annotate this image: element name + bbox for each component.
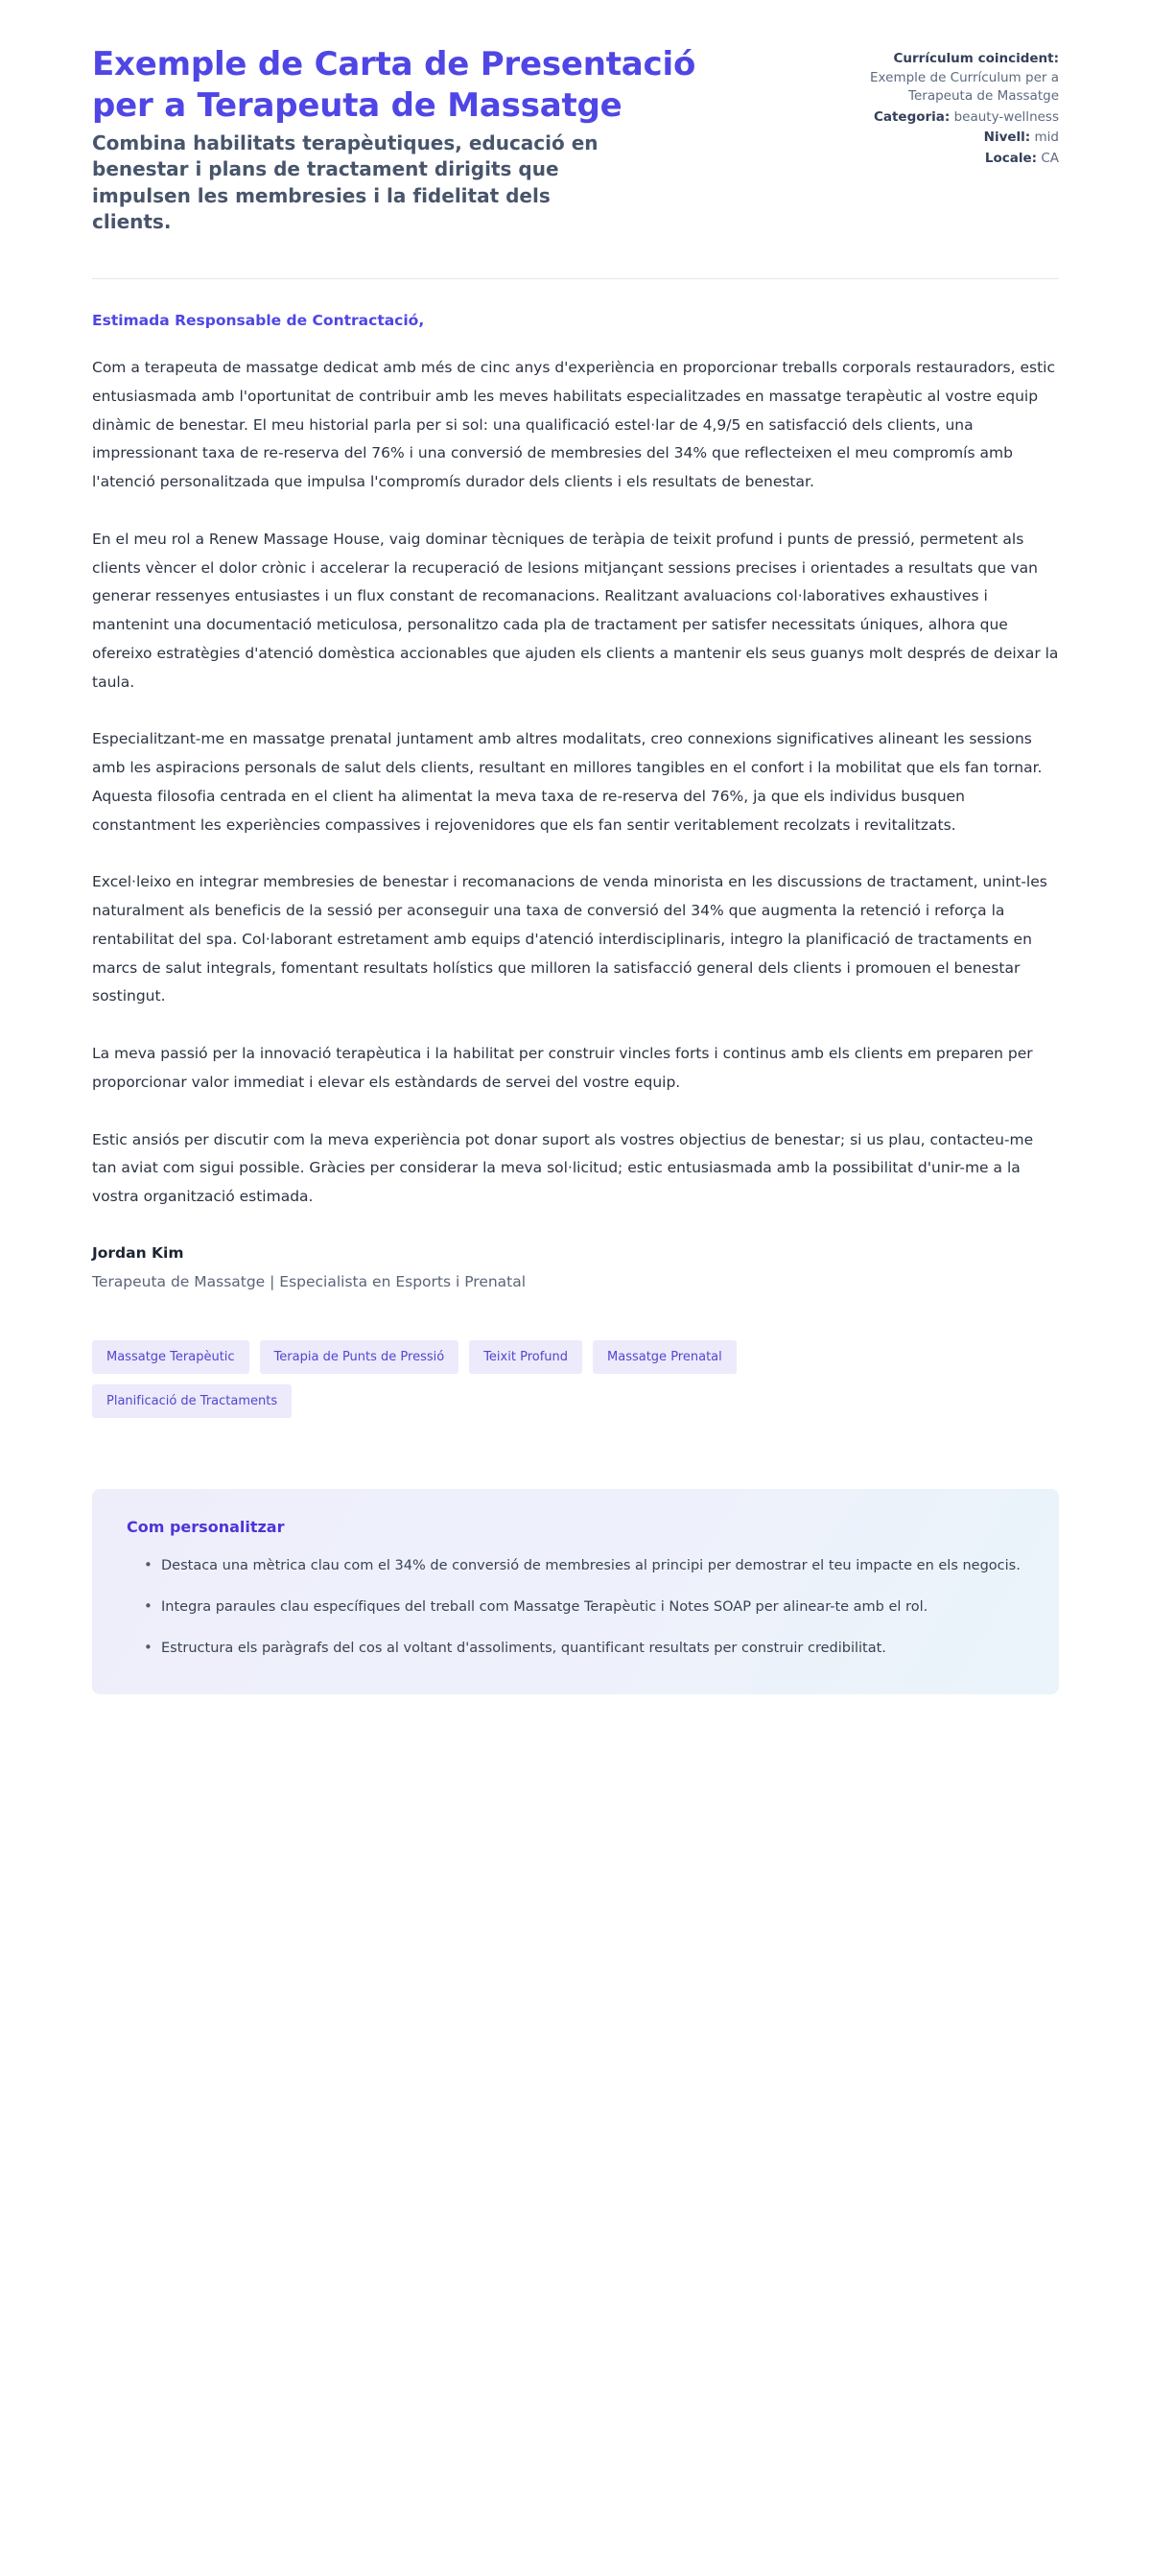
how-to-customize-callout xyxy=(92,1489,1059,1694)
letter-paragraph: Com a terapeuta de massatge dedicat amb més de cinc anys d'experiència en proporcionar treballs corporals restauradors, estic entusiasmada amb l'oportunitat de contribuir amb les meves habilitats especialitzades en massatge terapèutic al vostre equip dinàmic de benestar. El meu historial parla per si sol: una qualificació estel·lar de 4,9/5 en satisfacció dels clients, una impressionant taxa de re-reserva del 76% i una conversió de membresies del 34% que reflecteixen el meu compromís amb l'atenció personalitzada que impulsa l'compromís durador dels clients i els resultats de benestar. xyxy=(92,359,1055,491)
callout-tip-list xyxy=(127,1553,1024,1662)
tag-list xyxy=(92,1340,879,1418)
level-value: mid xyxy=(1034,130,1059,146)
letter-paragraph: Estic ansiós per discutir com la meva experiència pot donar suport als vostres objectius de benestar; si us plau, contacteu-me tan aviat com sigui possible. Gràcies per considerar la meva sol·licitud; estic entusiasmada amb la possibilitat d'unir-me a la vostra organització estimada. xyxy=(92,1130,1034,1206)
callout-tip-item: • Integra paraules clau específiques del treball com Massatge Terapèutic i Notes SOAP per alinear-te amb el rol. xyxy=(148,1595,1024,1620)
letter-salutation: Estimada Responsable de Contractació, xyxy=(92,312,425,330)
locale-value: CA xyxy=(1041,150,1059,166)
header-title-block xyxy=(92,44,763,236)
callout-title: Com personalitzar xyxy=(127,1517,285,1536)
document-header xyxy=(92,0,1059,236)
category-value: beauty-wellness xyxy=(953,108,1059,125)
letter-paragraph: La meva passió per la innovació terapèutica i la habilitat per construir vincles forts i continus amb els clients em preparen per proporcionar valor immediat i elevar els estàndards de servei del vostre equip. xyxy=(92,1045,1033,1091)
tag-chip[interactable]: Massatge Prenatal xyxy=(593,1340,737,1374)
metadata-level xyxy=(829,129,1059,148)
page-title: Exemple de Carta de Presentació per a Terapeuta de Massatge xyxy=(92,45,696,125)
tag-chip[interactable]: Planificació de Tractaments xyxy=(92,1384,292,1418)
metadata-category xyxy=(829,108,1059,128)
category-label: Categoria: xyxy=(873,108,951,125)
signature-block xyxy=(92,1244,1059,1290)
metadata-matching-resume xyxy=(829,50,1059,106)
matching-resume-label: Currículum coincident: xyxy=(893,51,1059,66)
letter-paragraph: Especialitzant-me en massatge prenatal juntament amb altres modalitats, creo connexions significatives alineant les sessions amb les aspiracions personals de salut dels clients, resultant en millores tangibles en el confort i la mobilitat que els fan tornar. Aquesta filosofia centrada en el client ha alimentat la meva taxa de re-reserva del 76%, ja que els individus busquen constantment les experiències compassives i rejovenidores que els fan sentir veritablement recolzats i revitalitzats. xyxy=(92,730,1043,834)
metadata-panel xyxy=(829,44,1059,170)
tag-chip[interactable]: Teixit Profund xyxy=(469,1340,582,1374)
signature-name: Jordan Kim xyxy=(92,1243,184,1262)
metadata-locale xyxy=(829,150,1059,169)
tag-chip[interactable]: Massatge Terapèutic xyxy=(92,1340,249,1374)
callout-tip-item: • Estructura els paràgrafs del cos al voltant d'assoliments, quantificant resultats per construir credibilitat. xyxy=(148,1636,1024,1662)
signature-role: Terapeuta de Massatge | Especialista en Esports i Prenatal xyxy=(92,1272,527,1290)
locale-label: Locale: xyxy=(984,150,1038,166)
letter-paragraph: Excel·leixo en integrar membresies de benestar i recomanacions de venda minorista en les discussions de tractament, unint-les naturalment als beneficis de la sessió per aconseguir una taxa de conversió del 34% que augmenta la retenció i reforça la rentabilitat del spa. Col·laborant estretament amb equips d'atenció interdisciplinaris, integro la planificació de tractaments en marcs de salut integrals, fomentant resultats holístics que milloren la satisfacció general dels clients i promouen el benestar sostingut. xyxy=(92,873,1047,1005)
level-label: Nivell: xyxy=(983,130,1031,146)
cover-letter-body xyxy=(92,279,1059,1694)
callout-tip-item: • Destaca una mètrica clau com el 34% de conversió de membresies al principi per demostrar el teu impacte en els negocis. xyxy=(148,1553,1024,1579)
matching-resume-value: Exemple de Currículum per a Terapeuta de Massatge xyxy=(870,69,1059,105)
page-subtitle: Combina habilitats terapèutiques, educació en benestar i plans de tractament dirigits que impulsen les membresies i la fidelitat dels clients. xyxy=(92,130,599,234)
letter-paragraph: En el meu rol a Renew Massage House, vaig dominar tècniques de teràpia de teixit profund i punts de pressió, permetent als clients vèncer el dolor crònic i accelerar la recuperació de lesions mitjançant sessions precises i orientades a resultats que van generar ressenyes entusiastes i un flux constant de recomanacions. Realitzant avaluacions col·laboratives exhaustives i mantenint una documentació meticulosa, personalitzo cada pla de tractament per satisfer necessitats úniques, alhora que ofereixo estratègies d'atenció domèstica accionables que ajuden els clients a mantenir els seus guanys molt després de deixar la taula. xyxy=(92,530,1059,691)
tag-chip[interactable]: Terapia de Punts de Pressió xyxy=(260,1340,459,1374)
